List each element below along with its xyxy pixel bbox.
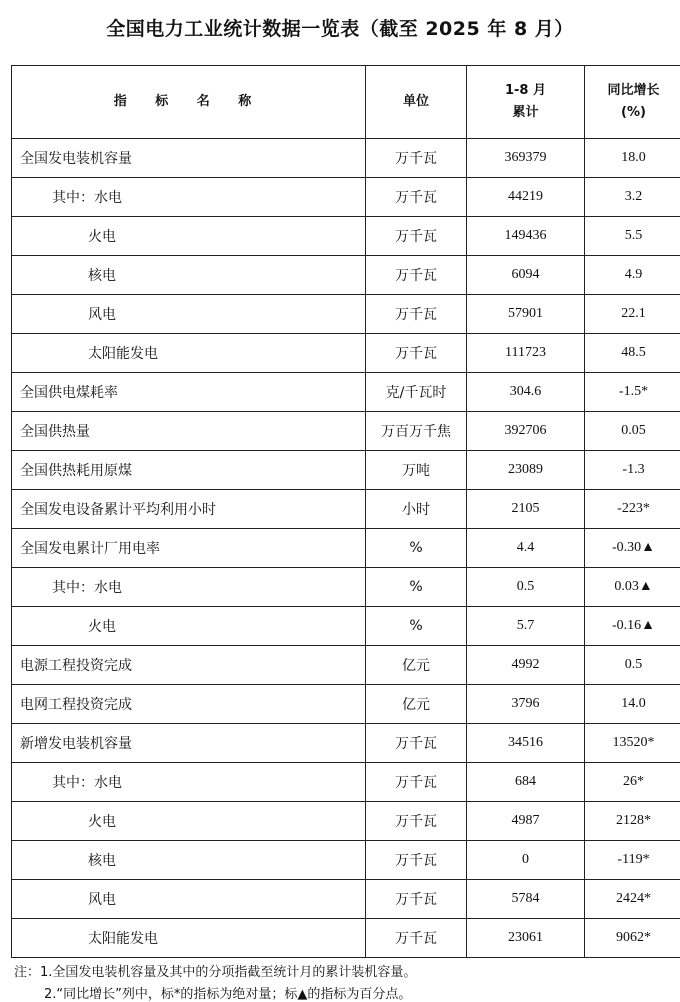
unit-cell: 亿元: [366, 646, 467, 685]
indicator-name-cell: 全国供电煤耗率: [12, 373, 366, 412]
yoy-change-cell: -223*: [585, 490, 680, 529]
indicator-name-cell: 火电: [12, 217, 366, 256]
yoy-change-cell: 0.05: [585, 412, 680, 451]
table-row: [12, 763, 680, 802]
indicator-name-cell: 其中：水电: [12, 763, 366, 802]
unit-cell: 万千瓦: [366, 802, 467, 841]
table-row: [12, 724, 680, 763]
indicator-name-cell: 其中：水电: [12, 568, 366, 607]
cumulative-value-cell: 2105: [467, 490, 585, 529]
table-row: [12, 217, 680, 256]
table-row: [12, 919, 680, 958]
footnotes: [14, 962, 674, 1002]
header-cumulative-line2: 累计: [467, 102, 584, 124]
cumulative-value-cell: 5.7: [467, 607, 585, 646]
cumulative-value-cell: 304.6: [467, 373, 585, 412]
yoy-change-cell: -0.16▲: [585, 607, 680, 646]
yoy-change-cell: 3.2: [585, 178, 680, 217]
cumulative-value-cell: 6094: [467, 256, 585, 295]
indicator-name-cell: 全国供热量: [12, 412, 366, 451]
cumulative-value-cell: 34516: [467, 724, 585, 763]
table-row: [12, 529, 680, 568]
cumulative-value-cell: 4992: [467, 646, 585, 685]
table-row: [12, 607, 680, 646]
yoy-change-cell: 2424*: [585, 880, 680, 919]
table-row: [12, 139, 680, 178]
header-cumulative-line1: 1-8 月: [467, 80, 584, 102]
table-row: [12, 802, 680, 841]
cumulative-value-cell: 392706: [467, 412, 585, 451]
table-row: [12, 295, 680, 334]
yoy-change-cell: 14.0: [585, 685, 680, 724]
indicator-name-cell: 其中：水电: [12, 178, 366, 217]
yoy-change-cell: 0.5: [585, 646, 680, 685]
yoy-change-cell: 5.5: [585, 217, 680, 256]
indicator-name-cell: 火电: [12, 802, 366, 841]
table-row: [12, 334, 680, 373]
indicator-name-cell: 风电: [12, 295, 366, 334]
header-yoy-line1: 同比增长: [585, 80, 680, 102]
header-yoy-growth: [585, 66, 680, 139]
table-row: [12, 451, 680, 490]
cumulative-value-cell: 57901: [467, 295, 585, 334]
yoy-change-cell: 4.9: [585, 256, 680, 295]
unit-cell: %: [366, 568, 467, 607]
yoy-change-cell: -0.30▲: [585, 529, 680, 568]
header-cumulative: [467, 66, 585, 139]
table-row: [12, 373, 680, 412]
unit-cell: 万千瓦: [366, 763, 467, 802]
unit-cell: 万百万千焦: [366, 412, 467, 451]
header-indicator-name: 指 标 名 称: [12, 66, 366, 139]
indicator-name-cell: 太阳能发电: [12, 919, 366, 958]
unit-cell: 万千瓦: [366, 139, 467, 178]
table-row: [12, 256, 680, 295]
table-row: [12, 685, 680, 724]
indicator-name-cell: 太阳能发电: [12, 334, 366, 373]
table-row: [12, 841, 680, 880]
unit-cell: 万千瓦: [366, 295, 467, 334]
cumulative-value-cell: 149436: [467, 217, 585, 256]
unit-cell: 小时: [366, 490, 467, 529]
yoy-change-cell: -1.5*: [585, 373, 680, 412]
footnote-2: 2.“同比增长”列中，标*的指标为绝对量；标▲的指标为百分点。: [14, 984, 674, 1002]
unit-cell: 克/千瓦时: [366, 373, 467, 412]
unit-cell: 万千瓦: [366, 217, 467, 256]
yoy-change-cell: -1.3: [585, 451, 680, 490]
indicator-name-cell: 新增发电装机容量: [12, 724, 366, 763]
page-title: 全国电力工业统计数据一览表（截至 2025 年 8 月）: [0, 14, 680, 41]
cumulative-value-cell: 23061: [467, 919, 585, 958]
table-row: [12, 412, 680, 451]
unit-cell: 万千瓦: [366, 178, 467, 217]
cumulative-value-cell: 0.5: [467, 568, 585, 607]
indicator-name-cell: 全国发电设备累计平均利用小时: [12, 490, 366, 529]
unit-cell: 万吨: [366, 451, 467, 490]
unit-cell: %: [366, 529, 467, 568]
unit-cell: 亿元: [366, 685, 467, 724]
indicator-name-cell: 核电: [12, 256, 366, 295]
unit-cell: %: [366, 607, 467, 646]
indicator-name-cell: 火电: [12, 607, 366, 646]
yoy-change-cell: 18.0: [585, 139, 680, 178]
cumulative-value-cell: 44219: [467, 178, 585, 217]
cumulative-value-cell: 4987: [467, 802, 585, 841]
cumulative-value-cell: 23089: [467, 451, 585, 490]
table-header-row: [12, 66, 680, 139]
cumulative-value-cell: 0: [467, 841, 585, 880]
cumulative-value-cell: 3796: [467, 685, 585, 724]
unit-cell: 万千瓦: [366, 841, 467, 880]
yoy-change-cell: 0.03▲: [585, 568, 680, 607]
indicator-name-cell: 全国发电累计厂用电率: [12, 529, 366, 568]
table-row: [12, 490, 680, 529]
header-unit: 单位: [366, 66, 467, 139]
table-row: [12, 178, 680, 217]
cumulative-value-cell: 5784: [467, 880, 585, 919]
yoy-change-cell: 48.5: [585, 334, 680, 373]
footnote-1: 注：1.全国发电装机容量及其中的分项指截至统计月的累计装机容量。: [14, 962, 674, 984]
table-row: [12, 880, 680, 919]
yoy-change-cell: 22.1: [585, 295, 680, 334]
unit-cell: 万千瓦: [366, 880, 467, 919]
unit-cell: 万千瓦: [366, 919, 467, 958]
indicator-name-cell: 全国供热耗用原煤: [12, 451, 366, 490]
cumulative-value-cell: 684: [467, 763, 585, 802]
indicator-name-cell: 全国发电装机容量: [12, 139, 366, 178]
cumulative-value-cell: 111723: [467, 334, 585, 373]
table-body: [12, 139, 680, 958]
indicator-name-cell: 电网工程投资完成: [12, 685, 366, 724]
unit-cell: 万千瓦: [366, 256, 467, 295]
yoy-change-cell: 13520*: [585, 724, 680, 763]
yoy-change-cell: 9062*: [585, 919, 680, 958]
yoy-change-cell: -119*: [585, 841, 680, 880]
indicator-name-cell: 风电: [12, 880, 366, 919]
header-yoy-line2: (%): [585, 102, 680, 124]
indicator-name-cell: 核电: [12, 841, 366, 880]
table-row: [12, 646, 680, 685]
indicator-name-cell: 电源工程投资完成: [12, 646, 366, 685]
cumulative-value-cell: 369379: [467, 139, 585, 178]
statistics-table: [11, 65, 680, 958]
yoy-change-cell: 26*: [585, 763, 680, 802]
unit-cell: 万千瓦: [366, 724, 467, 763]
cumulative-value-cell: 4.4: [467, 529, 585, 568]
table-row: [12, 568, 680, 607]
yoy-change-cell: 2128*: [585, 802, 680, 841]
unit-cell: 万千瓦: [366, 334, 467, 373]
